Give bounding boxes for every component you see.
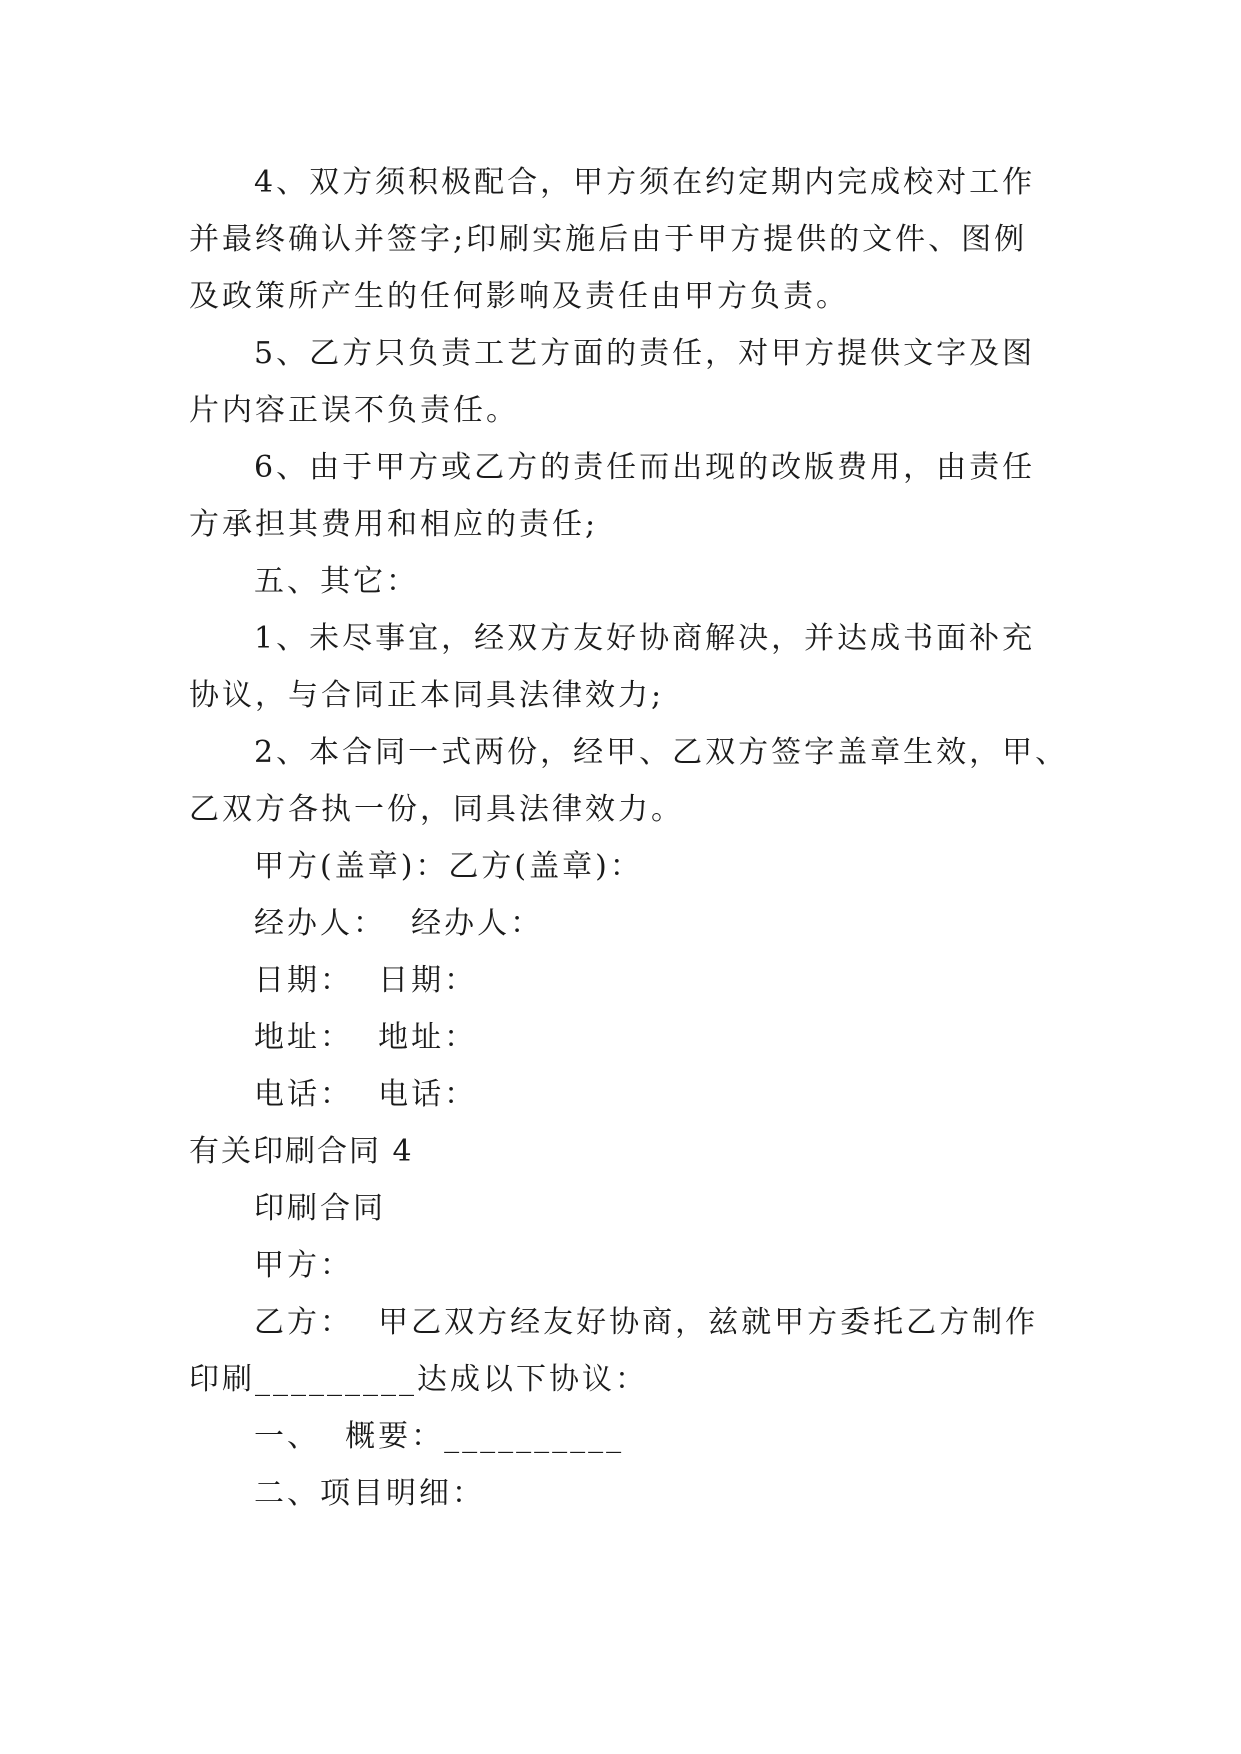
party-b-intro-line-2: 印刷_________达成以下协议： [189, 1362, 648, 1397]
clause-5-line-1: 5、乙方只负责工艺方面的责任，对甲方提供文字及图 [254, 336, 1036, 371]
clause-4-line-3: 及政策所产生的任何影响及责任由甲方负责。 [189, 279, 849, 314]
contract-title: 印刷合同 [254, 1191, 386, 1226]
clause-4-line-2: 并最终确认并签字;印刷实施后由于甲方提供的文件、图例 [189, 222, 1028, 257]
project-details-heading: 二、项目明细： [254, 1476, 485, 1511]
other-clause-2-line-2: 乙双方各执一份，同具法律效力。 [189, 792, 684, 827]
signature-seal-line: 甲方(盖章)：乙方(盖章)： [254, 849, 643, 884]
signature-date-line: 日期： 日期： [254, 963, 478, 998]
clause-6-line-1: 6、由于甲方或乙方的责任而出现的改版费用，由责任 [254, 450, 1036, 485]
summary-heading: 一、 概要：__________ [254, 1419, 625, 1454]
section-title: 有关印刷合同 4 [189, 1134, 414, 1169]
section-heading-other: 五、其它： [254, 564, 419, 599]
other-clause-1-line-2: 协议，与合同正本同具法律效力; [189, 678, 665, 713]
clause-5-line-2: 片内容正误不负责任。 [189, 393, 519, 428]
signature-address-line: 地址： 地址： [254, 1020, 478, 1055]
party-a-line: 甲方： [254, 1248, 353, 1283]
other-clause-1-line-1: 1、未尽事宜，经双方友好协商解决，并达成书面补充 [254, 621, 1036, 656]
signature-handler-line: 经办人： 经办人： [254, 906, 544, 941]
party-b-intro-line-1: 乙方： 甲乙双方经友好协商，兹就甲方委托乙方制作 [254, 1305, 1039, 1340]
other-clause-2-line-1: 2、本合同一式两份，经甲、乙双方签字盖章生效，甲、 [254, 735, 1069, 770]
clause-4-line-1: 4、双方须积极配合，甲方须在约定期内完成校对工作 [254, 165, 1036, 200]
clause-6-line-2: 方承担其费用和相应的责任; [189, 507, 599, 542]
signature-phone-line: 电话： 电话： [254, 1077, 478, 1112]
